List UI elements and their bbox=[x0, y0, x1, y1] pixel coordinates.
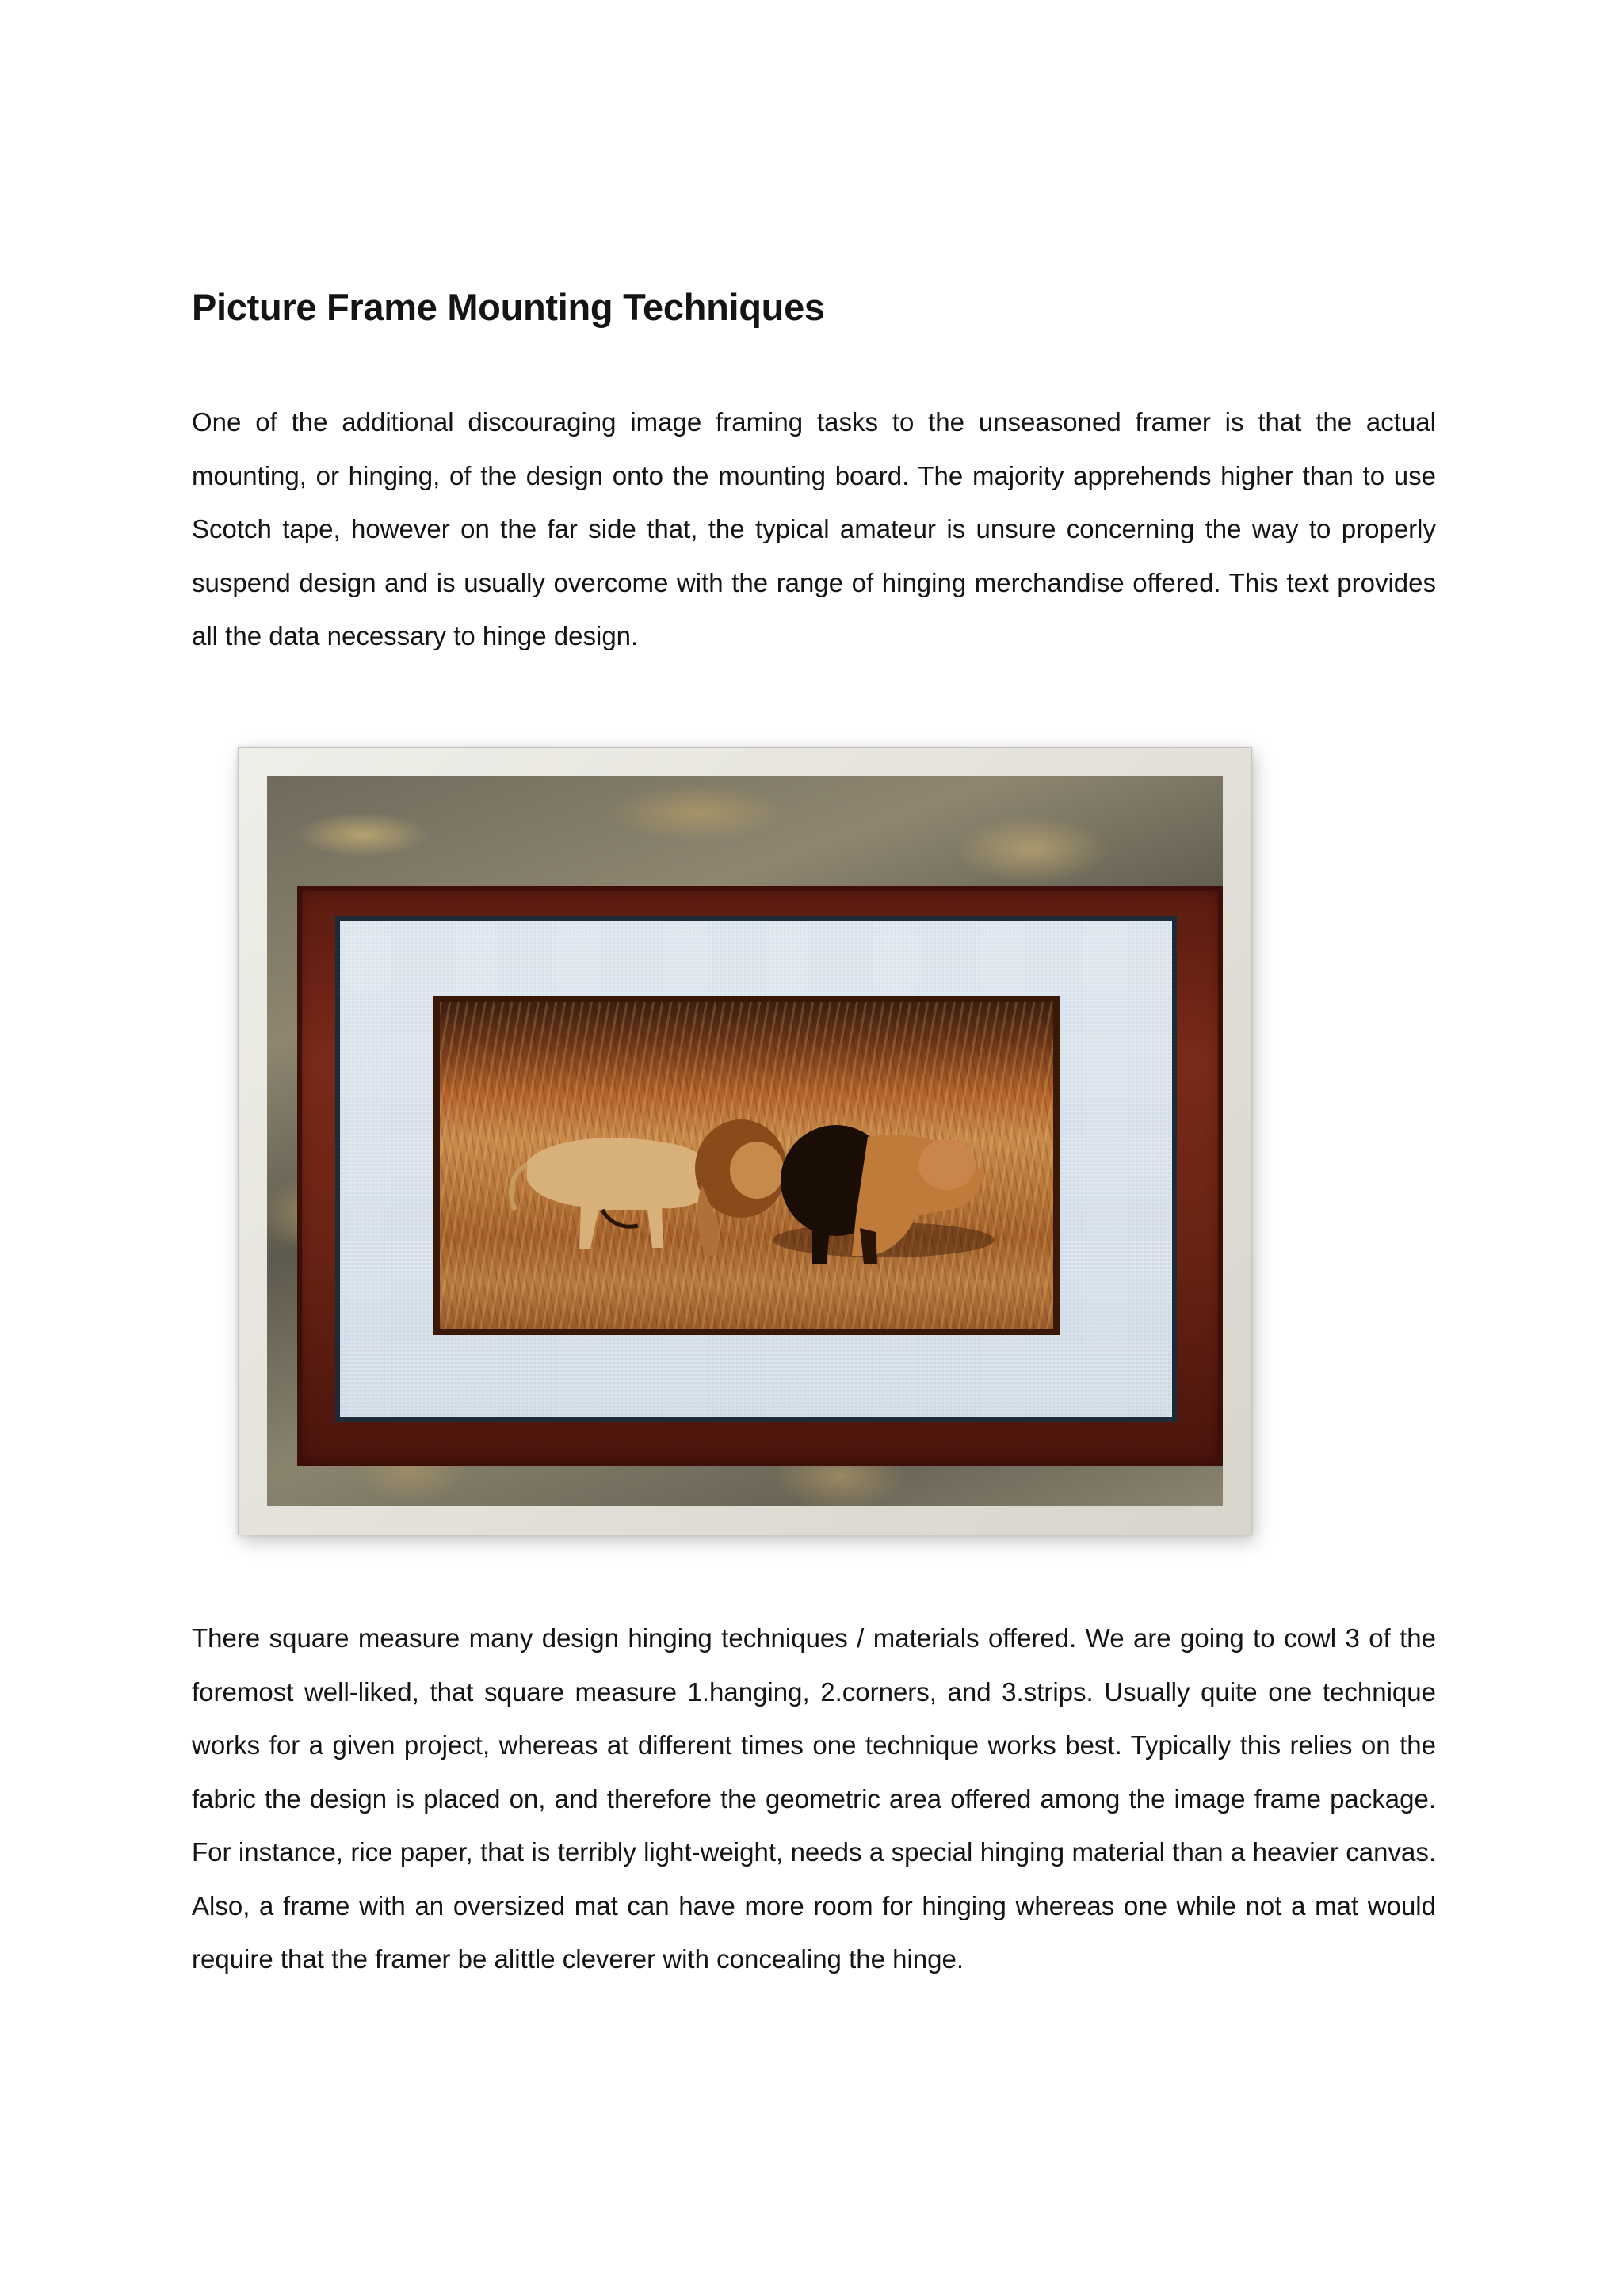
hinging-techniques-paragraph: There square measure many design hinging techniques / materials offered. We are going to cowl 3 of the foremost well-liked, that square measure 1.hanging, 2.corners, and 3.strips. Usually quite one technique works for a given project, whereas at different times one technique works best. Typically this relies on the fabric the design is placed on, and therefore the geometric area offered among the image frame package. For instance, rice paper, that is terribly light-weight, needs a special hinging material than a heavier canvas. Also, a frame with an oversized mat can have more room for hinging whereas one while not a mat would require that the framer be alittle cleverer with concealing the hinge. bbox=[192, 1623, 1436, 1974]
wooden-picture-frame bbox=[297, 886, 1223, 1466]
photo-framed-lions bbox=[267, 776, 1223, 1506]
lion-artwork bbox=[440, 1002, 1053, 1329]
frame-inner-edge bbox=[335, 916, 1177, 1422]
intro-paragraph: One of the additional discouraging image framing tasks to the unseasoned framer is that the actual mounting, or hinging, of the design onto the mounting board. The majority apprehends higher than to use Scotch tape, however on the far side that, the typical amateur is unsure concerning the way to properly suspend design and is usually overcome with the range of hinging merchandise offered. This text provides all the data necessary to hinge design. bbox=[192, 407, 1436, 650]
framed-photo-figure bbox=[238, 747, 1252, 1535]
artwork-border bbox=[433, 996, 1060, 1335]
page-title: Picture Frame Mounting Techniques bbox=[192, 286, 825, 328]
lions-illustration bbox=[440, 1002, 1053, 1329]
mat-board bbox=[340, 921, 1172, 1417]
lioness-figure bbox=[511, 1138, 714, 1249]
lion-figure-middle bbox=[695, 1119, 787, 1256]
